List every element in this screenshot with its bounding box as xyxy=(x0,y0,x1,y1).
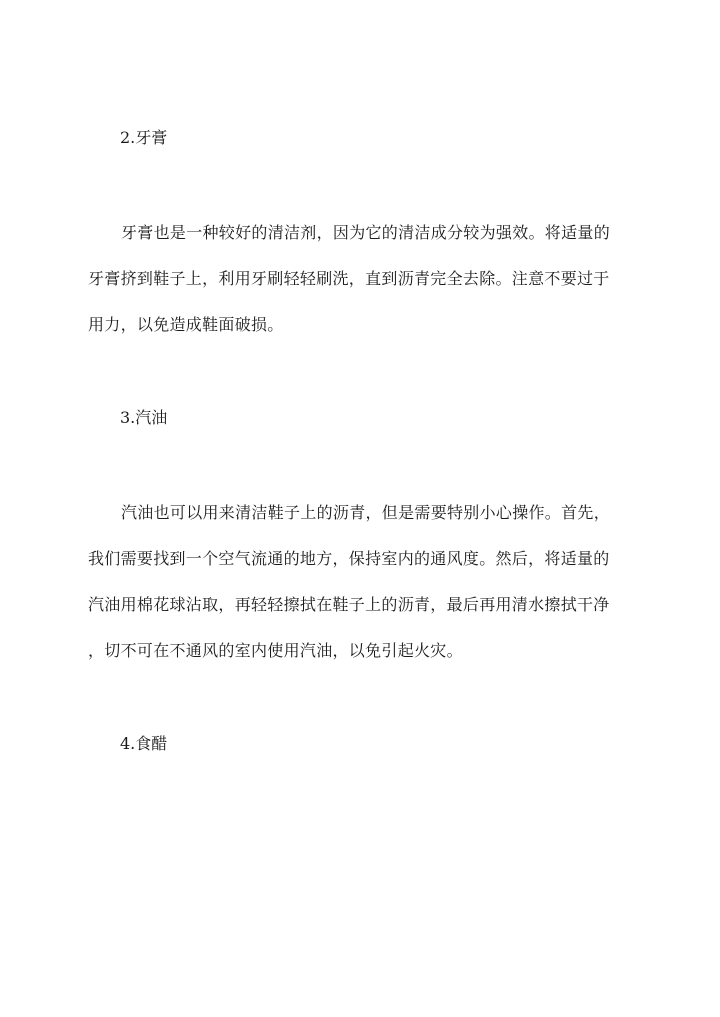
paragraph-line: 汽油也可以用来清洁鞋子上的沥青，但是需要特别小心操作。首先， xyxy=(121,503,611,522)
section-heading-vinegar: 4.食醋 xyxy=(120,734,168,753)
paragraph-line: 牙膏挤到鞋子上，利用牙刷轻轻刷洗，直到沥青完全去除。注意不要过于 xyxy=(88,269,610,288)
paragraph-line: 汽油用棉花球沾取，再轻轻擦拭在鞋子上的沥青，最后再用清水擦拭干净 xyxy=(88,595,610,614)
paragraph-gasoline xyxy=(88,490,636,674)
paragraph-line: ，切不可在不通风的室内使用汽油，以免引起火灾。 xyxy=(88,641,463,660)
section-heading-toothpaste: 2.牙膏 xyxy=(120,128,168,147)
paragraph-line: 牙膏也是一种较好的清洁剂，因为它的清洁成分较为强效。将适量的 xyxy=(121,223,611,242)
section-heading-gasoline: 3.汽油 xyxy=(120,408,168,427)
paragraph-line: 我们需要找到一个空气流通的地方，保持室内的通风度。然后，将适量的 xyxy=(88,549,610,568)
paragraph-line: 用力，以免造成鞋面破损。 xyxy=(88,315,284,334)
paragraph-toothpaste xyxy=(88,210,636,348)
